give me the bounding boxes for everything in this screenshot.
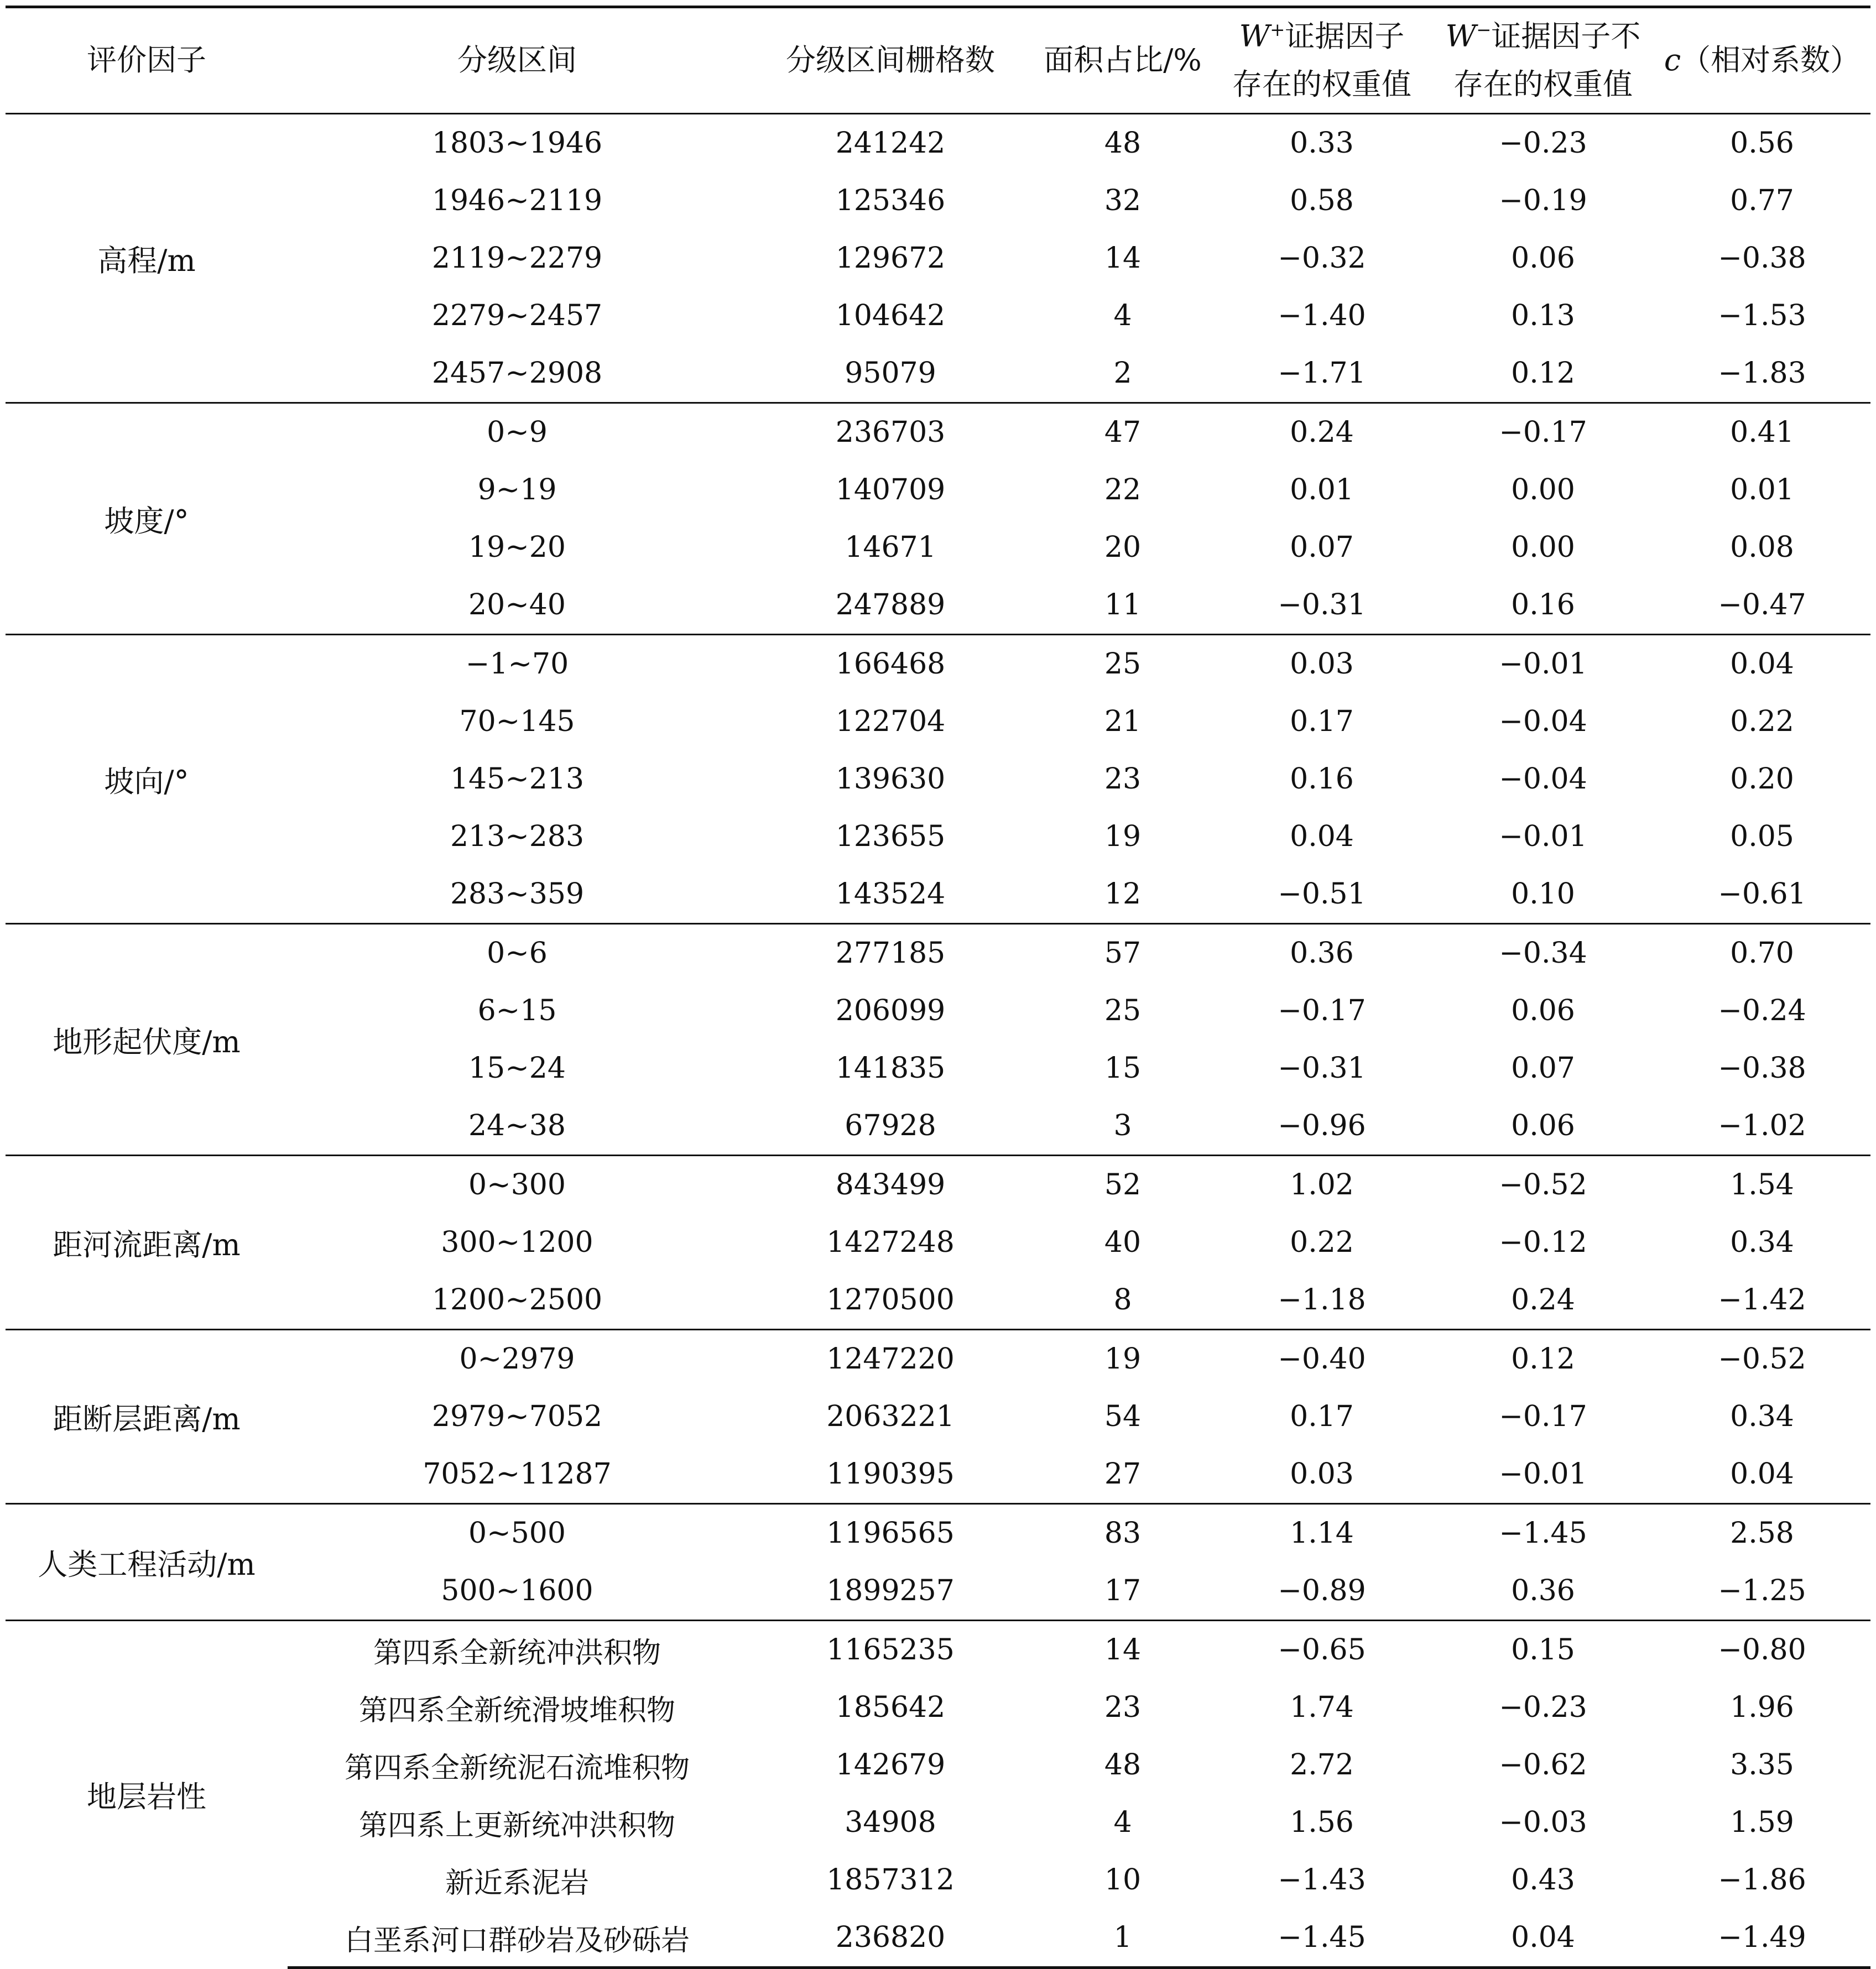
wplus-cell: 0.07 (1290, 531, 1354, 564)
header-wplus-symbol: W (1239, 19, 1270, 54)
wminus-cell: 0.06 (1511, 242, 1575, 275)
c-cell: −0.24 (1718, 994, 1806, 1027)
area-pct-cell: 12 (1104, 878, 1142, 911)
count-cell: 141835 (835, 1052, 946, 1085)
wminus-cell: −0.23 (1499, 127, 1587, 160)
count-cell: 185642 (835, 1691, 946, 1724)
interval-cell: 2457~2908 (431, 357, 603, 390)
wplus-cell: −0.96 (1278, 1109, 1366, 1142)
count-cell: 236820 (747, 1909, 1034, 1968)
c-cell: −0.47 (1718, 588, 1806, 621)
area-pct-cell: 48 (1104, 1748, 1142, 1782)
wminus-cell: −0.62 (1499, 1748, 1587, 1782)
count-cell: 1857312 (826, 1863, 955, 1897)
wminus-cell: 0.16 (1511, 588, 1575, 621)
wminus-cell: 0.24 (1511, 1283, 1575, 1317)
count-cell: 104642 (835, 299, 946, 332)
c-cell: 0.34 (1730, 1226, 1794, 1259)
count-cell: 125346 (835, 184, 946, 217)
interval-cell: 6~15 (477, 994, 557, 1027)
wminus-cell: 0.15 (1432, 1621, 1654, 1679)
area-pct-cell: 23 (1104, 1691, 1142, 1724)
c-cell: −1.53 (1718, 299, 1806, 332)
c-cell: 0.04 (1654, 635, 1870, 693)
count-cell: 1899257 (826, 1574, 955, 1607)
c-cell: 0.20 (1730, 762, 1794, 796)
factor-cell: 坡向/° (6, 635, 288, 924)
interval-cell: 2279~2457 (431, 299, 603, 332)
header-wminus-symbol: W (1445, 19, 1477, 54)
wminus-cell: 0.13 (1511, 299, 1575, 332)
area-pct-cell: 17 (1104, 1574, 1142, 1607)
wplus-cell: 0.03 (1211, 635, 1432, 693)
wplus-cell: 0.58 (1290, 184, 1354, 217)
c-cell: 0.04 (1730, 1458, 1794, 1491)
count-cell: 241242 (835, 127, 946, 160)
wplus-cell: −0.65 (1211, 1621, 1432, 1679)
count-cell: 34908 (845, 1806, 936, 1839)
factor-cell: 高程/m (97, 243, 196, 278)
interval-cell: 第四系上更新统冲洪积物 (358, 1809, 675, 1842)
interval-cell: 19~20 (468, 531, 566, 564)
header-c (1654, 7, 1870, 114)
c-cell: 0.01 (1730, 473, 1794, 506)
interval-cell: 283~359 (450, 878, 585, 911)
area-pct-cell: 11 (1104, 588, 1142, 621)
c-cell: 0.56 (1730, 127, 1794, 160)
wminus-cell: −0.34 (1432, 924, 1654, 983)
interval-cell: 15~24 (468, 1052, 566, 1085)
factor-cell: 距断层距离/m (6, 1330, 288, 1504)
count-cell: 95079 (845, 357, 936, 390)
interval-cell: 24~38 (468, 1109, 566, 1142)
wminus-cell: −0.17 (1432, 403, 1654, 462)
area-pct-cell: 19 (1034, 1330, 1211, 1388)
area-pct-cell: 14 (1034, 1621, 1211, 1679)
wminus-cell: 0.36 (1511, 1574, 1575, 1607)
c-cell: −0.61 (1718, 878, 1806, 911)
wplus-cell: −1.71 (1278, 357, 1366, 390)
count-cell: 1190395 (826, 1458, 955, 1491)
area-pct-cell: 48 (1104, 127, 1142, 160)
table-row (6, 924, 1870, 983)
interval-cell: 0~9 (288, 403, 747, 462)
wminus-cell: 0.00 (1511, 531, 1575, 564)
weights-of-evidence-table-container (6, 6, 1870, 1969)
c-cell: −0.52 (1654, 1330, 1870, 1388)
wminus-cell: −0.01 (1499, 820, 1587, 853)
count-cell: 1165235 (747, 1621, 1034, 1679)
count-cell: 139630 (835, 762, 946, 796)
wminus-cell: −0.03 (1499, 1806, 1587, 1839)
header-c-symbol: c (1664, 43, 1681, 78)
header-count: 分级区间栅格数 (747, 7, 1034, 114)
wplus-cell: −0.32 (1278, 242, 1366, 275)
area-pct-cell: 21 (1104, 705, 1142, 738)
wminus-cell: 0.10 (1511, 878, 1575, 911)
wminus-cell: 0.04 (1432, 1909, 1654, 1968)
count-cell: 142679 (835, 1748, 946, 1782)
c-cell: −1.49 (1654, 1909, 1870, 1968)
c-cell: −0.38 (1718, 242, 1806, 275)
factor-cell: 人类工程活动/m (6, 1504, 288, 1621)
area-pct-cell: 19 (1104, 820, 1142, 853)
interval-cell: 20~40 (468, 588, 566, 621)
area-pct-cell: 4 (1113, 1806, 1132, 1839)
wplus-cell: 0.24 (1211, 403, 1432, 462)
header-wplus-label-1: 证据因子 (1285, 19, 1405, 54)
header-wminus (1432, 7, 1654, 114)
interval-cell: 第四系全新统滑坡堆积物 (358, 1694, 675, 1727)
c-cell: −1.25 (1718, 1574, 1806, 1607)
interval-cell: 7052~11287 (423, 1458, 612, 1491)
count-cell: 206099 (835, 994, 946, 1027)
wplus-cell: 0.16 (1290, 762, 1354, 796)
area-pct-cell: 10 (1104, 1863, 1142, 1897)
wplus-cell: 1.14 (1211, 1504, 1432, 1563)
interval-cell: 70~145 (459, 705, 575, 738)
wplus-cell: −1.45 (1211, 1909, 1432, 1968)
count-cell: 166468 (747, 635, 1034, 693)
area-pct-cell: 83 (1034, 1504, 1211, 1563)
table-row (6, 114, 1870, 173)
wplus-cell: −0.40 (1211, 1330, 1432, 1388)
interval-cell: 1946~2119 (431, 184, 603, 217)
interval-cell: 新近系泥岩 (445, 1866, 589, 1900)
header-wminus-sup: − (1476, 19, 1492, 41)
interval-cell: 第四系全新统冲洪积物 (288, 1621, 747, 1679)
interval-cell: 213~283 (450, 820, 585, 853)
header-wplus (1211, 7, 1432, 114)
interval-cell: 第四系全新统泥石流堆积物 (344, 1751, 690, 1785)
factor-cell: 距河流距离/m (6, 1156, 288, 1330)
area-pct-cell: 47 (1034, 403, 1211, 462)
table-row (6, 1504, 1870, 1563)
c-cell: −0.80 (1654, 1621, 1870, 1679)
wplus-cell: −1.18 (1278, 1283, 1366, 1317)
header-wminus-label-2: 存在的权重值 (1453, 66, 1633, 102)
wminus-cell: 0.12 (1511, 357, 1575, 390)
wplus-cell: 1.02 (1211, 1156, 1432, 1214)
area-pct-cell: 57 (1034, 924, 1211, 983)
area-pct-cell: 27 (1104, 1458, 1142, 1491)
interval-cell: 9~19 (477, 473, 557, 506)
factor-cell: 坡度/° (6, 403, 288, 635)
table-row (6, 1330, 1870, 1388)
wminus-cell: 0.12 (1432, 1330, 1654, 1388)
count-cell: 236703 (747, 403, 1034, 462)
count-cell: 143524 (835, 878, 946, 911)
area-pct-cell: 1 (1034, 1909, 1211, 1968)
table-row (6, 1156, 1870, 1214)
count-cell: 1270500 (826, 1283, 955, 1317)
interval-cell: 白垩系河口群砂岩及砂砾岩 (288, 1909, 747, 1968)
wplus-cell: 1.74 (1290, 1691, 1354, 1724)
c-cell: −1.83 (1718, 357, 1806, 390)
area-pct-cell: 22 (1104, 473, 1142, 506)
area-pct-cell: 23 (1104, 762, 1142, 796)
c-cell: 0.34 (1730, 1400, 1794, 1433)
interval-cell: 0~6 (288, 924, 747, 983)
c-cell: 1.54 (1654, 1156, 1870, 1214)
wminus-cell: −0.19 (1499, 184, 1587, 217)
wplus-cell: 0.17 (1290, 705, 1354, 738)
c-cell: 2.58 (1654, 1504, 1870, 1563)
c-cell: 3.35 (1730, 1748, 1794, 1782)
wplus-cell: 0.01 (1290, 473, 1354, 506)
count-cell: 122704 (835, 705, 946, 738)
wminus-cell: 0.00 (1511, 473, 1575, 506)
wminus-cell: 0.06 (1511, 1109, 1575, 1142)
interval-cell: 145~213 (450, 762, 585, 796)
wminus-cell: −0.04 (1499, 705, 1587, 738)
count-cell: 123655 (835, 820, 946, 853)
wminus-cell: 0.07 (1511, 1052, 1575, 1085)
factor-cell: 地形起伏度/m (6, 924, 288, 1156)
area-pct-cell: 54 (1104, 1400, 1142, 1433)
wplus-cell: 1.56 (1290, 1806, 1354, 1839)
c-cell: 0.77 (1730, 184, 1794, 217)
c-cell: 1.96 (1730, 1691, 1794, 1724)
wplus-cell: −0.51 (1278, 878, 1366, 911)
header-c-label: （相对系数） (1681, 43, 1861, 78)
area-pct-cell: 8 (1113, 1283, 1132, 1317)
count-cell: 247889 (835, 588, 946, 621)
wminus-cell: −0.04 (1499, 762, 1587, 796)
c-cell: 0.22 (1730, 705, 1794, 738)
area-pct-cell: 25 (1104, 994, 1142, 1027)
wminus-cell: 0.43 (1511, 1863, 1575, 1897)
wplus-cell: −0.17 (1278, 994, 1366, 1027)
wplus-cell: 2.72 (1290, 1748, 1354, 1782)
c-cell: −1.42 (1718, 1283, 1806, 1317)
area-pct-cell: 3 (1113, 1109, 1132, 1142)
c-cell: −1.86 (1718, 1863, 1806, 1897)
c-cell: −1.02 (1718, 1109, 1806, 1142)
c-cell: 0.41 (1654, 403, 1870, 462)
wminus-cell: −1.45 (1432, 1504, 1654, 1563)
c-cell: 0.05 (1730, 820, 1794, 853)
header-factor: 评价因子 (6, 7, 288, 114)
area-pct-cell: 52 (1034, 1156, 1211, 1214)
table-row (6, 1621, 1870, 1679)
c-cell: 1.59 (1730, 1806, 1794, 1839)
interval-cell: 0~500 (288, 1504, 747, 1563)
c-cell: 0.08 (1730, 531, 1794, 564)
wminus-cell: −0.52 (1432, 1156, 1654, 1214)
header-wminus-label-1: 证据因子不 (1491, 19, 1641, 54)
wplus-cell: 0.33 (1290, 127, 1354, 160)
wminus-cell: 0.06 (1511, 994, 1575, 1027)
wplus-cell: 0.17 (1290, 1400, 1354, 1433)
wplus-cell: −0.31 (1278, 588, 1366, 621)
table-header (6, 7, 1870, 114)
area-pct-cell: 40 (1104, 1226, 1142, 1259)
factor-cell: 地层岩性 (6, 1621, 288, 1968)
header-wplus-sup: + (1270, 19, 1285, 41)
interval-cell: 2119~2279 (431, 242, 603, 275)
header-wplus-label-2: 存在的权重值 (1232, 66, 1411, 102)
count-cell: 14671 (845, 531, 936, 564)
wplus-cell: 0.22 (1290, 1226, 1354, 1259)
count-cell: 140709 (835, 473, 946, 506)
interval-cell: 500~1600 (441, 1574, 593, 1607)
wplus-cell: 0.36 (1211, 924, 1432, 983)
interval-cell: 0~2979 (288, 1330, 747, 1388)
wplus-cell: 0.04 (1290, 820, 1354, 853)
c-cell: 0.70 (1654, 924, 1870, 983)
table-row (6, 403, 1870, 462)
header-row (6, 7, 1870, 114)
interval-cell: 1200~2500 (431, 1283, 603, 1317)
table-row (6, 635, 1870, 693)
wplus-cell: −0.31 (1278, 1052, 1366, 1085)
count-cell: 843499 (747, 1156, 1034, 1214)
count-cell: 277185 (747, 924, 1034, 983)
area-pct-cell: 20 (1104, 531, 1142, 564)
wminus-cell: −0.01 (1432, 635, 1654, 693)
wminus-cell: −0.12 (1499, 1226, 1587, 1259)
wminus-cell: −0.01 (1499, 1458, 1587, 1491)
area-pct-cell: 15 (1104, 1052, 1142, 1085)
wminus-cell: −0.23 (1499, 1691, 1587, 1724)
count-cell: 1247220 (747, 1330, 1034, 1388)
header-area-pct: 面积占比/% (1034, 7, 1211, 114)
interval-cell: −1~70 (288, 635, 747, 693)
count-cell: 1196565 (747, 1504, 1034, 1563)
count-cell: 1427248 (826, 1226, 955, 1259)
interval-cell: 0~300 (288, 1156, 747, 1214)
wplus-cell: −1.43 (1278, 1863, 1366, 1897)
interval-cell: 300~1200 (441, 1226, 593, 1259)
count-cell: 67928 (845, 1109, 936, 1142)
wminus-cell: −0.17 (1499, 1400, 1587, 1433)
wplus-cell: 0.03 (1290, 1458, 1354, 1491)
interval-cell: 2979~7052 (431, 1400, 603, 1433)
area-pct-cell: 2 (1113, 357, 1132, 390)
area-pct-cell: 14 (1104, 242, 1142, 275)
interval-cell: 1803~1946 (431, 127, 603, 160)
count-cell: 129672 (835, 242, 946, 275)
weights-of-evidence-table (6, 6, 1870, 1969)
area-pct-cell: 4 (1113, 299, 1132, 332)
c-cell: −0.38 (1718, 1052, 1806, 1085)
area-pct-cell: 32 (1104, 184, 1142, 217)
wplus-cell: −0.89 (1278, 1574, 1366, 1607)
wplus-cell: −1.40 (1278, 299, 1366, 332)
count-cell: 2063221 (826, 1400, 955, 1433)
table-body (6, 114, 1870, 1968)
area-pct-cell: 25 (1034, 635, 1211, 693)
header-interval: 分级区间 (288, 7, 747, 114)
